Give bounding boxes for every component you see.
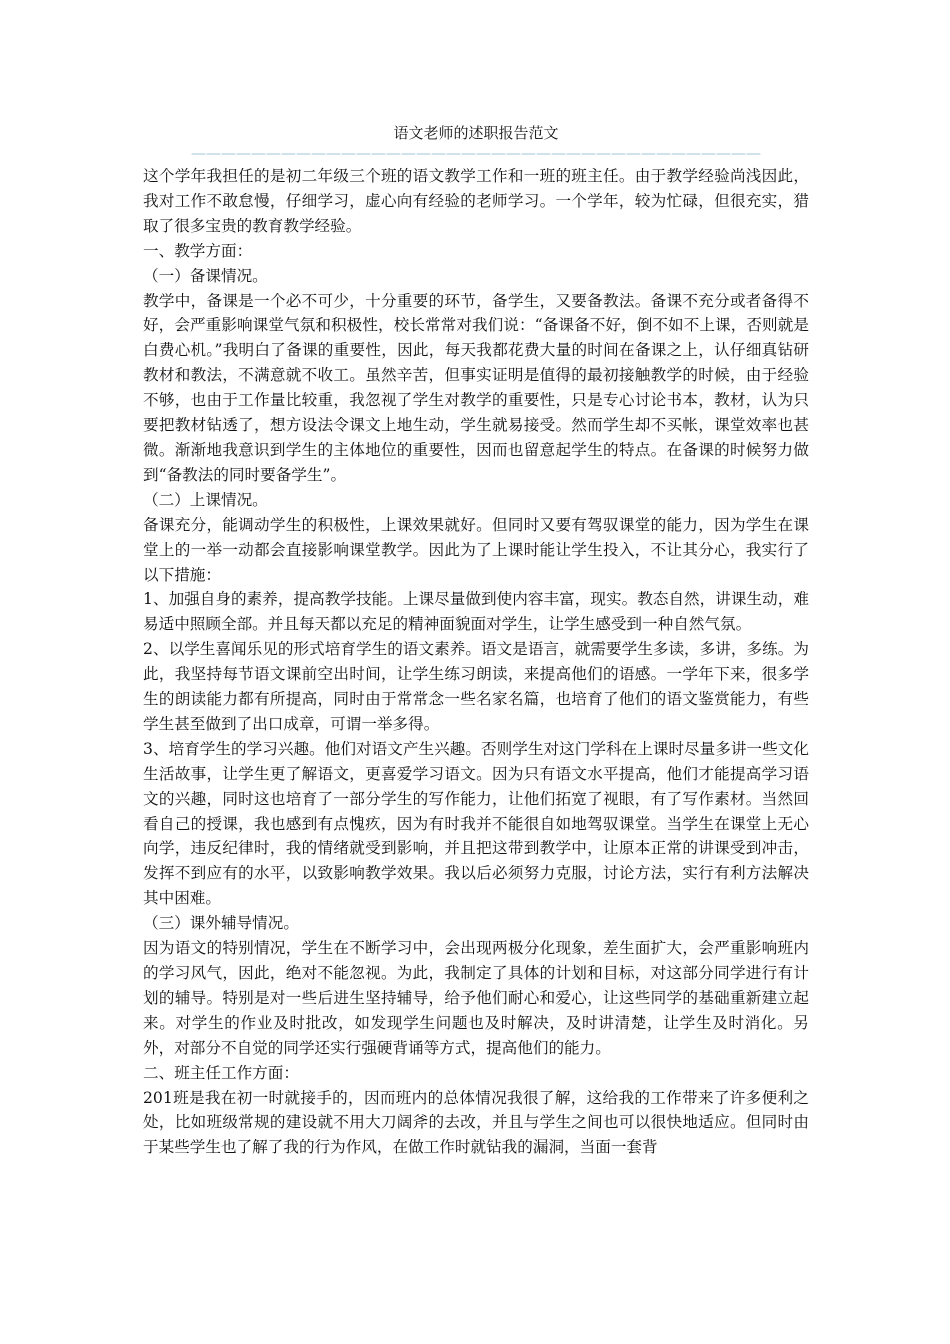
paragraph-intro: 这个学年我担任的是初二年级三个班的语文教学工作和一班的班主任。由于教学经验尚浅因此，我对工作不敢怠慢，仔细学习，虚心向有经验的老师学习。一个学年，较为忙碌，但很充实，猎取了很多宝贵的教育教学经验。 [143,167,809,235]
paragraph-homeroom: 201班是我在初一时就接手的，因而班内的总体情况我很了解，这给我的工作带来了许多便利之处，比如班级常规的建设就不用大刀阔斧的去改，并且与学生之间也可以很快地适应。但同时由于某些学生也了解了我的行为作风，在做工作时就钻我的漏洞，当面一套背 [143,1088,809,1157]
subsection-heading-class: （二）上课情况。 [143,490,268,509]
list-item-2: 2、以学生喜闻乐见的形式培育学生的语文素养。语文是语言，就需要学生多读，多讲，多练。为此，我坚持每节语文课前空出时间，让学生练习朗读，来提高他们的语感。一学年下来，很多学生的朗读能力都有所提高，同时由于常常念一些名家名篇，也培育了他们的语文鉴赏能力，有些学生甚至做到了出口成章，可谓一举多得。 [143,640,809,733]
list-item-3: 3、培育学生的学习兴趣。他们对语文产生兴趣。否则学生对这门学科在上课时尽量多讲一些文化生活故事，让学生更了解语文，更喜爱学习语文。因为只有语文水平提高，他们才能提高学习语文的兴趣，同时这也培育了一部分学生的写作能力，让他们拓宽了视眼，有了写作素材。当然回看自己的授课，我也感到有点愧疚，因为有时我并不能很自如地驾驭课堂。当学生在课堂上无心向学，违反纪律时，我的情绪就受到影响，并且把这带到教学中，让原本正常的讲课受到冲击，发挥不到应有的水平，以致影响教学效果。我以后必须努力克服，讨论方法，实行有利方法解决其中困难。 [143,739,809,908]
document-body [143,164,809,1160]
document-title: 语文老师的述职报告范文 [393,124,559,142]
paragraph-lesson-prep: 教学中，备课是一个必不可少，十分重要的环节，备学生，又要备教法。备课不充分或者备得不好，会严重影响课堂气氛和积极性，校长常常对我们说：“备课备不好，倒不如不上课，否则就是白费心机。”我明白了备课的重要性，因此，每天我都花费大量的时间在备课之上，认仔细真钻研教材和教法，不满意就不收工。虽然辛苦，但事实证明是值得的最初接触教学的时候，由于经验不够，也由于工作量比较重，我忽视了学生对教学的重要性，只是专心讨论书本，教材，认为只要把教材钻透了，想方设法令课文上地生动，学生就易接受。然而学生却不买帐，课堂效率也甚微。渐渐地我意识到学生的主体地位的重要性，因而也留意起学生的特点。在备课的时候努力做到“备教法的同时要备学生”。 [143,291,809,484]
section-heading-homeroom: 二、班主任工作方面： [143,1063,299,1082]
section-heading-teaching: 一、教学方面： [143,241,253,260]
paragraph-tutoring: 因为语文的特别情况，学生在不断学习中，会出现两极分化现象，差生面扩大，会严重影响班内的学习风气，因此，绝对不能忽视。为此，我制定了具体的计划和目标，对这部分同学进行有计划的辅导。特别是对一些后进生坚持辅导，给予他们耐心和爱心，让这些同学的基础重新建立起来。对学生的作业及时批改，如发现学生问题也及时解决，及时讲清楚，让学生及时消化。另外，对部分不自觉的同学还实行强硬背诵等方式，提高他们的能力。 [143,939,809,1057]
document-page [143,122,809,1160]
paragraph-class: 备课充分，能调动学生的积极性，上课效果就好。但同时又要有驾驭课堂的能力，因为学生在课堂上的一举一动都会直接影响课堂教学。因此为了上课时能让学生投入，不让其分心，我实行了以下措施： [143,515,809,584]
list-item-1: 1、加强自身的素养，提高教学技能。上课尽量做到使内容丰富，现实。教态自然，讲课生动，难易适中照顾全部。并且每天都以充足的精神面貌面对学生，让学生感受到一种自然气氛。 [143,590,809,634]
subsection-heading-lesson-prep: （一）备课情况。 [143,266,268,285]
subsection-heading-tutoring: （三）课外辅导情况。 [143,914,299,933]
title-divider: —————————————————————————————————————— [191,144,761,162]
